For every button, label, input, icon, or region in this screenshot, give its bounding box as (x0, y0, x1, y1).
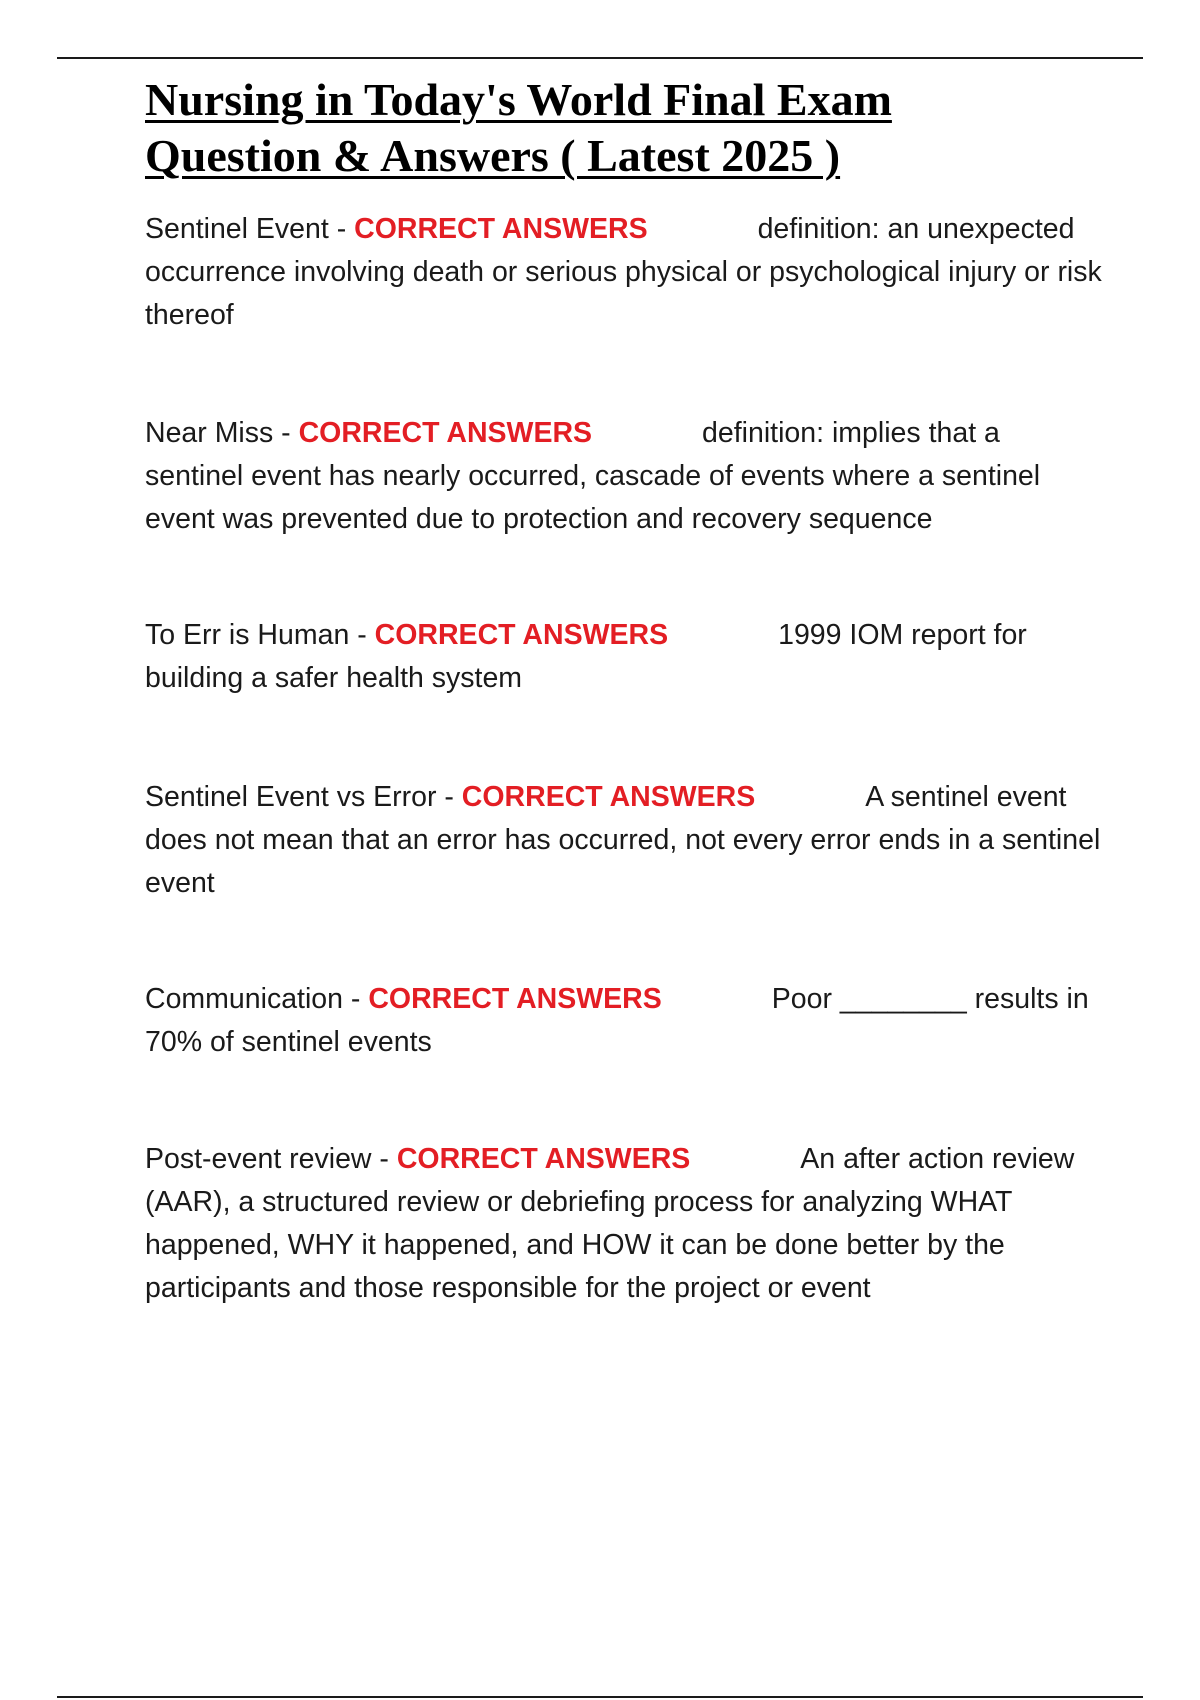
title-line-1: Nursing in Today's World Final Exam (145, 74, 892, 125)
qa-separator: - (436, 781, 462, 813)
qa-answer: 1999 IOM report for building a safer health system (145, 619, 1027, 694)
qa-separator: - (349, 619, 375, 651)
qa-answer: Poor ________ results in 70% of sentinel events (145, 983, 1089, 1058)
qa-answer: definition: implies that a sentinel event has nearly occurred, cascade of events where a sentinel event was prevented due to protection and recovery sequence (145, 417, 1041, 535)
qa-item-sentinel-event (145, 208, 1105, 337)
correct-answers-label: CORRECT ANSWERS (368, 983, 662, 1015)
top-rule (57, 57, 1143, 59)
qa-answer: definition: an unexpected occurrence involving death or serious physical or psychological injury or risk thereof (145, 213, 1102, 331)
correct-answers-label: CORRECT ANSWERS (374, 619, 669, 651)
title-line-2: Question & Answers ( Latest 2025 ) (145, 130, 841, 181)
qa-separator: - (371, 1143, 397, 1175)
page-title (145, 72, 1045, 184)
bottom-rule (57, 1696, 1143, 1698)
qa-item-communication (145, 978, 1105, 1064)
qa-term: Post-event review (145, 1143, 372, 1175)
qa-term: Communication (145, 983, 343, 1015)
qa-item-sentinel-event-vs-error (145, 776, 1105, 905)
qa-term: To Err is Human (145, 619, 350, 651)
qa-item-near-miss (145, 412, 1105, 541)
qa-separator: - (328, 213, 355, 245)
qa-term: Sentinel Event (145, 213, 329, 245)
qa-answer: A sentinel event does not mean that an error has occurred, not every error ends in a sentinel event (145, 781, 1101, 899)
qa-answer: An after action review (AAR), a structured review or debriefing process for analyzing WHAT happened, WHY it happened, and HOW it can be done better by the participants and those responsible for the project or event (145, 1143, 1075, 1304)
qa-term: Near Miss (145, 417, 274, 449)
correct-answers-label: CORRECT ANSWERS (461, 781, 756, 813)
qa-term: Sentinel Event vs Error (145, 781, 437, 813)
correct-answers-label: CORRECT ANSWERS (354, 213, 648, 245)
qa-item-to-err-is-human (145, 614, 1105, 700)
correct-answers-label: CORRECT ANSWERS (396, 1143, 691, 1175)
correct-answers-label: CORRECT ANSWERS (298, 417, 593, 449)
qa-item-post-event-review (145, 1138, 1105, 1310)
qa-separator: - (343, 983, 369, 1015)
qa-separator: - (273, 417, 299, 449)
